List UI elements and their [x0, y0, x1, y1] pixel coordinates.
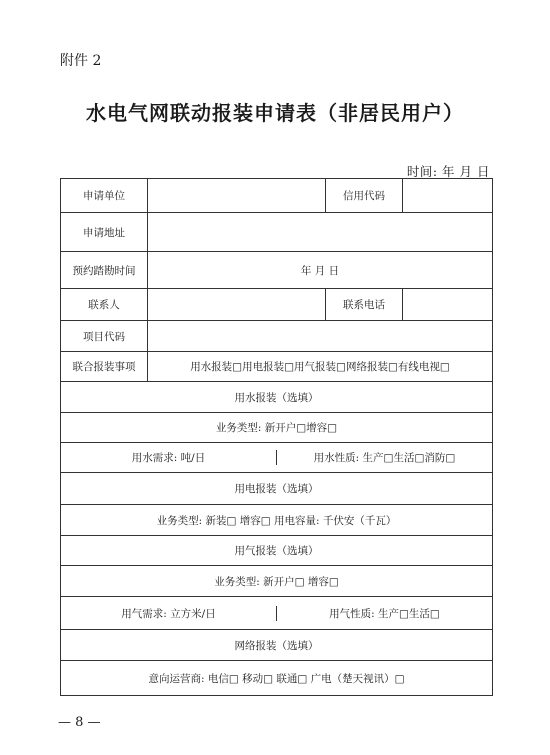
page-number: — 8 —	[58, 715, 101, 730]
contact-phone-field[interactable]	[403, 289, 493, 321]
survey-time-label: 预约踏勘时间	[61, 252, 148, 289]
water-demand-field[interactable]: 用水需求: 吨/日	[131, 452, 206, 464]
electric-business-type[interactable]: 业务类型: 新装□ 增容□ 用电容量: 千伏安（千瓦）	[61, 505, 493, 536]
joint-items-label: 联合报装事项	[61, 352, 148, 382]
table-row	[61, 473, 493, 505]
table-row	[61, 630, 493, 661]
table-row	[61, 661, 493, 696]
applicant-unit-label: 申请单位	[61, 179, 148, 213]
gas-demand-field[interactable]: 用气需求: 立方米/日	[121, 607, 216, 620]
table-row	[61, 179, 493, 213]
project-code-field[interactable]	[148, 321, 493, 352]
applicant-unit-field[interactable]	[148, 179, 326, 213]
application-form-table	[60, 178, 493, 696]
applicant-address-field[interactable]	[148, 213, 493, 252]
table-row	[61, 505, 493, 536]
table-row	[61, 289, 493, 321]
water-section-header: 用水报装（选填）	[61, 382, 493, 413]
table-row	[61, 536, 493, 566]
table-row	[61, 352, 493, 382]
network-operators-checkboxes[interactable]: 意向运营商: 电信□ 移动□ 联通□ 广电（楚天视讯）□	[61, 661, 493, 696]
joint-items-checkboxes[interactable]: 用水报装□用电报装□用气报装□网络报装□有线电视□	[148, 352, 493, 382]
table-row	[61, 321, 493, 352]
attachment-label: 附件 2	[60, 53, 102, 69]
table-row	[61, 597, 493, 630]
contact-phone-label: 联系电话	[326, 289, 403, 321]
table-row	[61, 213, 493, 252]
credit-code-label: 信用代码	[326, 179, 403, 213]
gas-business-type[interactable]: 业务类型: 新开户□ 增容□	[61, 566, 493, 597]
contact-person-label: 联系人	[61, 289, 148, 321]
table-row	[61, 252, 493, 289]
contact-person-field[interactable]	[148, 289, 326, 321]
water-demand-row	[61, 443, 493, 473]
table-row	[61, 566, 493, 597]
gas-nature-checkboxes[interactable]: 用气性质: 生产□生活□	[276, 606, 492, 621]
gas-section-header: 用气报装（选填）	[61, 536, 493, 566]
water-nature-checkboxes[interactable]: 用水性质: 生产□生活□消防□	[276, 450, 492, 465]
table-row	[61, 413, 493, 443]
network-section-header: 网络报装（选填）	[61, 630, 493, 661]
electric-section-header: 用电报装（选填）	[61, 473, 493, 505]
form-title: 水电气网联动报装申请表（非居民用户）	[86, 101, 464, 125]
date-line: 时间: 年 月 日	[406, 164, 490, 179]
credit-code-field[interactable]	[403, 179, 493, 213]
water-business-type[interactable]: 业务类型: 新开户□增容□	[61, 413, 493, 443]
gas-demand-row	[61, 597, 493, 630]
table-row	[61, 382, 493, 413]
project-code-label: 项目代码	[61, 321, 148, 352]
survey-time-field[interactable]: 年 月 日	[148, 252, 493, 289]
table-row	[61, 443, 493, 473]
applicant-address-label: 申请地址	[61, 213, 148, 252]
